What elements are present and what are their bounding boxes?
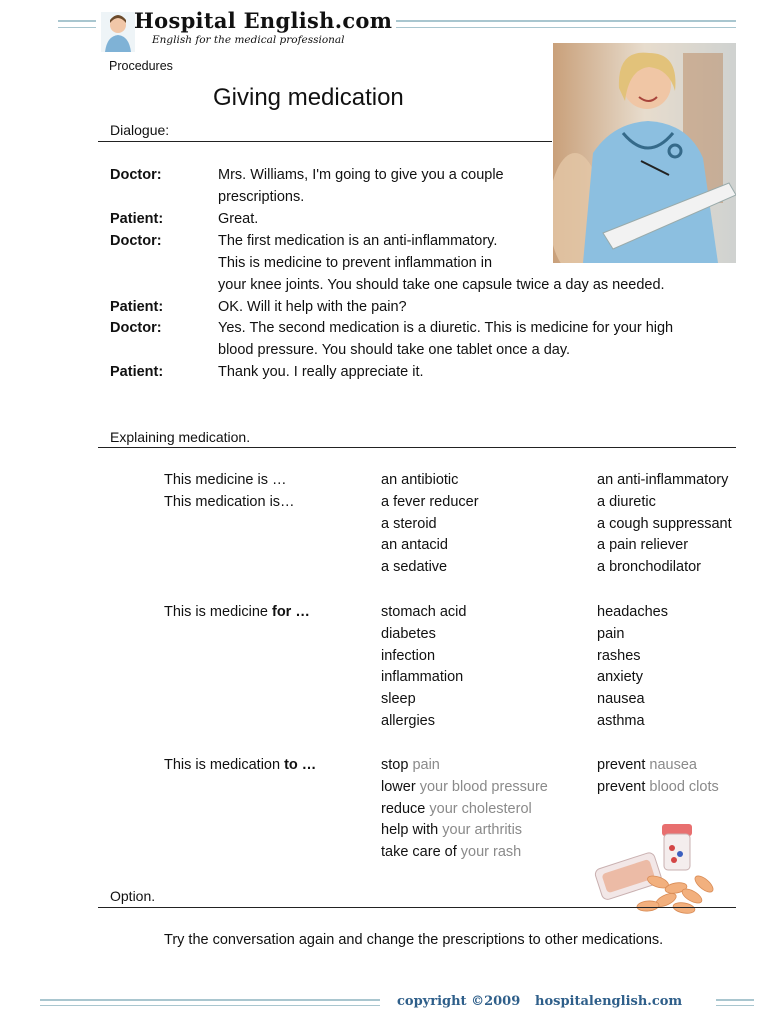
list-item	[381, 777, 548, 799]
group3-prompt-pre: This is medication	[164, 757, 285, 773]
phrase-verb: reduce	[381, 800, 426, 817]
list-item: a cough suppressant	[597, 515, 732, 532]
list-item: an antibiotic	[381, 472, 459, 488]
phrase-object: your cholesterol	[429, 800, 532, 817]
group3-col2	[381, 755, 548, 864]
list-item: a steroid	[381, 515, 437, 532]
list-item: a sedative	[381, 559, 448, 576]
group1-prompt: This medication is…	[164, 493, 295, 510]
phrase-verb: stop	[381, 757, 409, 773]
dialogue-text-5	[218, 317, 673, 361]
list-item: infection	[381, 647, 436, 664]
list-item: pain	[597, 625, 625, 642]
explaining-rule	[98, 447, 736, 448]
phrase-object: your arthritis	[442, 822, 523, 839]
footer-copyright: copyright ©2009	[397, 994, 521, 1009]
list-item	[381, 820, 548, 842]
explaining-heading: Explaining medication.	[110, 429, 251, 445]
dialogue-text-line: your knee joints. You should take one capsule twice a day as needed.	[218, 277, 665, 293]
phrase-verb: take care of	[381, 844, 457, 861]
footer-stripe-right-2	[716, 1005, 754, 1006]
phrase-object: pain	[412, 757, 440, 773]
phrase-object: blood clots	[649, 778, 719, 795]
group2-prompt-pre: This is medicine	[164, 604, 272, 620]
dialogue-text-4	[218, 296, 407, 318]
group1-col3	[597, 470, 732, 579]
dialogue-text-line: Yes. The second medication is a diuretic. This is medicine for your high	[218, 320, 674, 336]
list-item: rashes	[597, 647, 641, 664]
speaker-patient-2: Patient:	[110, 299, 164, 315]
list-item: headaches	[597, 604, 668, 620]
dialogue-rule	[98, 141, 552, 142]
list-item: diabetes	[381, 625, 436, 642]
list-item	[381, 799, 548, 821]
group1-prompt: This medicine is …	[164, 472, 287, 488]
list-item: stomach acid	[381, 604, 467, 620]
group2-col3	[597, 602, 668, 733]
list-item: a bronchodilator	[597, 559, 701, 576]
dialogue-text-6	[218, 361, 424, 383]
brand-title: Hospital English.com	[134, 8, 393, 33]
list-item: an antacid	[381, 537, 448, 554]
option-text: Try the conversation again and change the prescriptions to other medications.	[164, 932, 664, 948]
speaker-patient-1: Patient:	[110, 211, 164, 227]
dialogue-text-2	[218, 208, 258, 230]
footer-stripe-left	[40, 999, 380, 1001]
list-item: a fever reducer	[381, 493, 479, 510]
list-item: a pain reliever	[597, 537, 689, 554]
list-item	[381, 842, 548, 864]
dialogue-text-line: Thank you. I really appreciate it.	[218, 364, 424, 380]
dialogue-text-line: OK. Will it help with the pain?	[218, 299, 407, 315]
nurse-logo-icon	[101, 12, 135, 52]
phrase-object: your rash	[460, 844, 522, 861]
list-item: sleep	[381, 691, 416, 708]
list-item: anxiety	[597, 669, 643, 686]
footer-site: hospitalenglish.com	[535, 994, 683, 1009]
dialogue-text-line: prescriptions.	[218, 189, 305, 205]
phrase-object: nausea	[649, 757, 697, 773]
header-stripe-left	[58, 20, 96, 22]
dialogue-heading: Dialogue:	[110, 122, 170, 138]
dialogue-text-line: This is medicine to prevent inflammation in	[218, 255, 493, 271]
dialogue-text-line: The first medication is an anti-inflammatory.	[218, 233, 498, 249]
group3-prompt-bold: to …	[284, 757, 317, 773]
header-stripe-right	[396, 20, 736, 22]
group3-col3	[597, 755, 719, 799]
list-item: inflammation	[381, 669, 464, 686]
list-item: allergies	[381, 712, 435, 729]
speaker-patient-3: Patient:	[110, 364, 164, 380]
list-item	[381, 755, 548, 777]
group2-prompt-bold: for …	[271, 604, 310, 620]
list-item: asthma	[597, 712, 645, 729]
list-item: nausea	[597, 691, 645, 708]
dialogue-text-line: Great.	[218, 211, 259, 227]
group3-prompt	[164, 755, 316, 777]
phrase-object: your blood pressure	[419, 778, 548, 795]
section-label: Procedures	[109, 59, 173, 73]
group1-prompts	[164, 470, 295, 514]
footer-stripe-right	[716, 999, 754, 1001]
group1-col2	[381, 470, 479, 579]
phrase-verb: prevent	[597, 778, 646, 795]
list-item	[597, 755, 719, 777]
speaker-doctor-3: Doctor:	[110, 320, 162, 336]
dialogue-text-line: blood pressure. You should take one tablet once a day.	[218, 342, 571, 358]
dialogue-text-3	[218, 230, 665, 296]
option-rule	[98, 907, 736, 908]
option-heading: Option.	[110, 888, 156, 904]
dialogue-text-1	[218, 164, 504, 208]
speaker-doctor-1: Doctor:	[110, 167, 162, 183]
header-stripe-left-2	[58, 27, 96, 28]
pill-bottle-image	[588, 812, 728, 922]
group2-col2	[381, 602, 466, 733]
list-item: an anti-inflammatory	[597, 472, 729, 488]
phrase-verb: help with	[381, 822, 439, 839]
list-item: a diuretic	[597, 493, 656, 510]
list-item	[597, 777, 719, 799]
footer-stripe-left-2	[40, 1005, 380, 1006]
speaker-doctor-2: Doctor:	[110, 233, 162, 249]
phrase-verb: prevent	[597, 757, 646, 773]
page-title: Giving medication	[213, 84, 404, 111]
phrase-verb: lower	[381, 778, 416, 795]
brand-tagline: English for the medical professional	[152, 34, 345, 46]
dialogue-text-line: Mrs. Williams, I'm going to give you a couple	[218, 167, 504, 183]
header-stripe-right-2	[396, 27, 736, 28]
group2-prompt	[164, 602, 310, 624]
